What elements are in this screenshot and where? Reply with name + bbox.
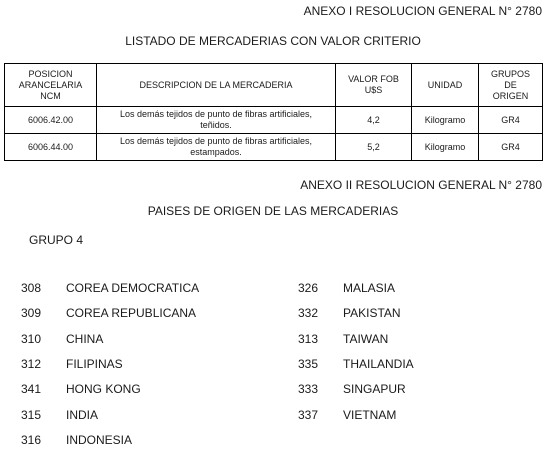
country-name: THAILANDIA [343,357,414,371]
cell-valor-fob: 4,2 [336,107,412,134]
country-name: INDONESIA [66,433,133,447]
country-code: 341 [21,382,42,396]
group-label: GRUPO 4 [29,233,84,247]
country-code: 308 [21,281,42,295]
country-code: 316 [21,433,42,447]
anexo-i-heading: ANEXO I RESOLUCION GENERAL N° 2780 [303,4,542,18]
cell-grupo: GR4 [479,134,543,161]
cell-posicion: 6006.44.00 [5,134,97,161]
cell-grupo: GR4 [479,107,543,134]
cell-valor-fob: 5,2 [336,134,412,161]
country-name: SINGAPUR [343,382,406,396]
country-name: INDIA [66,408,99,422]
table-header-row [5,64,543,107]
country-name: VIETNAM [343,408,397,422]
col-header-unidad: UNIDAD [412,64,479,107]
country-code: 313 [298,332,319,346]
country-code: 337 [298,408,319,422]
country-name: FILIPINAS [66,357,123,371]
anexo-ii-heading: ANEXO II RESOLUCION GENERAL N° 2780 [300,178,542,192]
cell-posicion: 6006.42.00 [5,107,97,134]
country-code: 309 [21,306,42,320]
country-code: 333 [298,382,319,396]
cell-descripcion: Los demás tejidos de punto de fibras artificiales, teñidos. [97,107,336,134]
origin-countries-title: PAISES DE ORIGEN DE LAS MERCADERIAS [147,204,399,218]
table-row [5,134,543,161]
cell-unidad: Kilogramo [412,107,479,134]
country-code: 310 [21,332,42,346]
country-code: 332 [298,306,319,320]
col-header-valor-fob: VALOR FOB U$S [336,64,412,107]
merchandise-list-title: LISTADO DE MERCADERIAS CON VALOR CRITERIO [125,34,421,48]
country-code: 335 [298,357,319,371]
country-code: 326 [298,281,319,295]
country-name: COREA DEMOCRATICA [66,281,200,295]
col-header-descripcion: DESCRIPCION DE LA MERCADERIA [97,64,336,107]
col-header-posicion: POSICION ARANCELARIA NCM [5,64,97,107]
country-name: PAKISTAN [343,306,401,320]
merchandise-table [4,63,543,161]
country-name: MALASIA [343,281,396,295]
cell-descripcion: Los demás tejidos de punto de fibras artificiales, estampados. [97,134,336,161]
col-header-grupos: GRUPOS DE ORIGEN [479,64,543,107]
country-name: HONG KONG [66,382,141,396]
table-row [5,107,543,134]
cell-unidad: Kilogramo [412,134,479,161]
country-code: 315 [21,408,42,422]
country-code: 312 [21,357,42,371]
country-name: CHINA [66,332,104,346]
country-name: COREA REPUBLICANA [66,306,197,320]
country-name: TAIWAN [343,332,389,346]
